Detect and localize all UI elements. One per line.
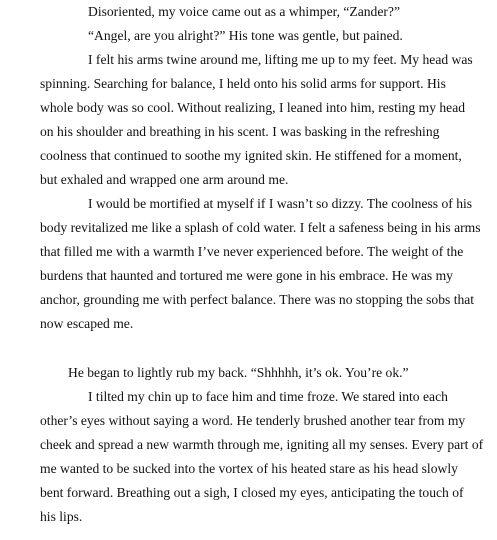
paragraph-line: I tilted my chin up to face him and time froze. We stared into each	[88, 389, 448, 404]
paragraph-line: bent forward. Breathing out a sigh, I closed my eyes, anticipating the touch of	[40, 485, 464, 500]
paragraph-line: “Angel, are you alright?” His tone was gentle, but pained.	[88, 28, 403, 43]
paragraph-line: that filled me with a warmth I’ve never experienced before. The weight of the	[40, 244, 464, 259]
paragraph-line: me wanted to be sucked into the vortex of his heated stare as his head slowly	[40, 461, 458, 476]
paragraph-line: body revitalized me like a splash of cold water. I felt a safeness being in his arms	[40, 220, 481, 235]
paragraph-line: spinning. Searching for balance, I held onto his solid arms for support. His	[40, 76, 446, 91]
paragraph-line: anchor, grounding me with perfect balance. There was no stopping the sobs that	[40, 292, 475, 307]
paragraph-line: I would be mortified at myself if I wasn’t so dizzy. The coolness of his	[88, 196, 473, 211]
paragraph-line: now escaped me.	[40, 316, 134, 331]
paragraph-line: Disoriented, my voice came out as a whimper, “Zander?”	[88, 4, 400, 19]
paragraph-line: his lips.	[40, 509, 83, 524]
paragraph-line: on his shoulder and breathing in his scent. I was basking in the refreshing	[40, 124, 440, 139]
paragraph-line: whole body was so cool. Without realizing, I leaned into him, resting my head	[40, 100, 466, 115]
paragraph-line: coolness that continued to soothe my ignited skin. He stiffened for a moment,	[40, 148, 462, 163]
paragraph-line: other’s eyes without saying a word. He tenderly brushed another tear from my	[40, 413, 466, 428]
paragraph-line: but exhaled and wrapped one arm around me.	[40, 172, 289, 187]
paragraph-line: cheek and spread a new warmth through me, igniting all my senses. Every part of	[40, 437, 484, 452]
paragraph-line: He began to lightly rub my back. “Shhhhh, it’s ok. You’re ok.”	[68, 365, 409, 380]
paragraph-line: burdens that haunted and tortured me were gone in his embrace. He was my	[40, 268, 453, 283]
paragraph-line: I felt his arms twine around me, lifting me up to my feet. My head was	[88, 52, 473, 67]
